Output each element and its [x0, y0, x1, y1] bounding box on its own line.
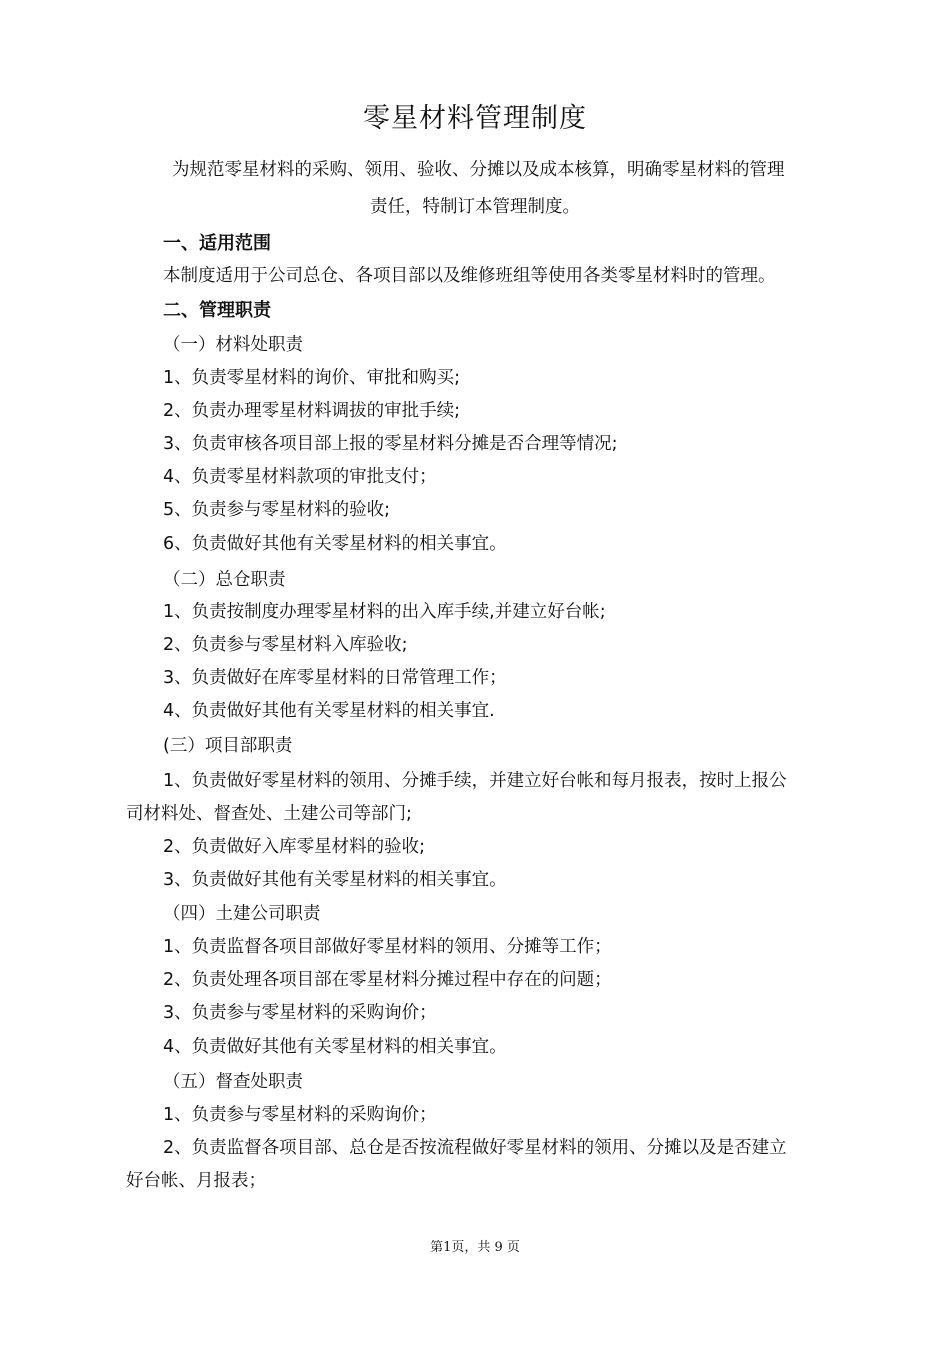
subheading-project-dept: (三）项目部职责	[163, 736, 293, 756]
list-item: 1、负责监督各项目部做好零星材料的领用、分摊等工作；	[163, 937, 612, 957]
list-item: 6、负责做好其他有关零星材料的相关事宜。	[163, 534, 507, 554]
list-item: 4、负责做好其他有关零星材料的相关事宜.	[163, 701, 495, 721]
list-item: 2、负责做好入库零星材料的验收;	[163, 837, 426, 857]
section-heading-scope: 一、适用范围	[163, 233, 271, 254]
list-item: 3、负责做好其他有关零星材料的相关事宜。	[163, 870, 507, 890]
list-item: 4、负责零星材料款项的审批支付；	[163, 467, 437, 487]
page-number-footer: 第1页，共 9 页	[430, 1240, 520, 1255]
document-title: 零星材料管理制度	[363, 103, 587, 134]
list-item: 2、负责办理零星材料调拔的审批手续;	[163, 401, 461, 421]
subheading-materials-dept: （一）材料处职责	[163, 335, 303, 355]
list-item: 2、负责参与零星材料入库验收;	[163, 635, 408, 655]
list-item: 1、负责零星材料的询价、审批和购买;	[163, 368, 461, 388]
list-item: 2、负责监督各项目部、总仓是否按流程做好零星材料的领用、分摊以及是否建立	[163, 1138, 787, 1158]
list-item: 1、负责做好零星材料的领用、分摊手续，并建立好台帐和每月报表，按时上报公	[163, 771, 787, 791]
list-item: 1、负责按制度办理零星材料的出入库手续,并建立好台帐;	[163, 602, 606, 622]
list-item: 3、负责参与零星材料的采购询价；	[163, 1003, 437, 1023]
scope-text: 本制度适用于公司总仓、各项目部以及维修班组等使用各类零星材料时的管理。	[163, 266, 776, 286]
list-item: 3、负责审核各项目部上报的零星材料分摊是否合理等情况;	[163, 434, 618, 454]
list-item: 5、负责参与零星材料的验收;	[163, 500, 391, 520]
subheading-construction-co: （四）土建公司职责	[163, 904, 321, 924]
list-item-continuation: 司材料处、督查处、土建公司等部门;	[126, 804, 412, 824]
list-item: 2、负责处理各项目部在零星材料分摊过程中存在的问题；	[163, 970, 612, 990]
list-item: 1、负责参与零星材料的采购询价；	[163, 1105, 437, 1125]
intro-paragraph-line-2: 责任，特制订本管理制度。	[370, 197, 580, 217]
list-item: 3、负责做好在库零星材料的日常管理工作；	[163, 668, 507, 688]
intro-paragraph-line-1: 为规范零星材料的采购、领用、验收、分摊以及成本核算，明确零星材料的管理	[172, 160, 785, 180]
list-item-continuation: 好台帐、月报表；	[126, 1171, 266, 1191]
list-item: 4、负责做好其他有关零星材料的相关事宜。	[163, 1037, 507, 1057]
section-heading-duties: 二、管理职责	[163, 300, 271, 321]
subheading-warehouse: （二）总仓职责	[163, 570, 286, 590]
subheading-supervision: （五）督查处职责	[163, 1072, 303, 1092]
